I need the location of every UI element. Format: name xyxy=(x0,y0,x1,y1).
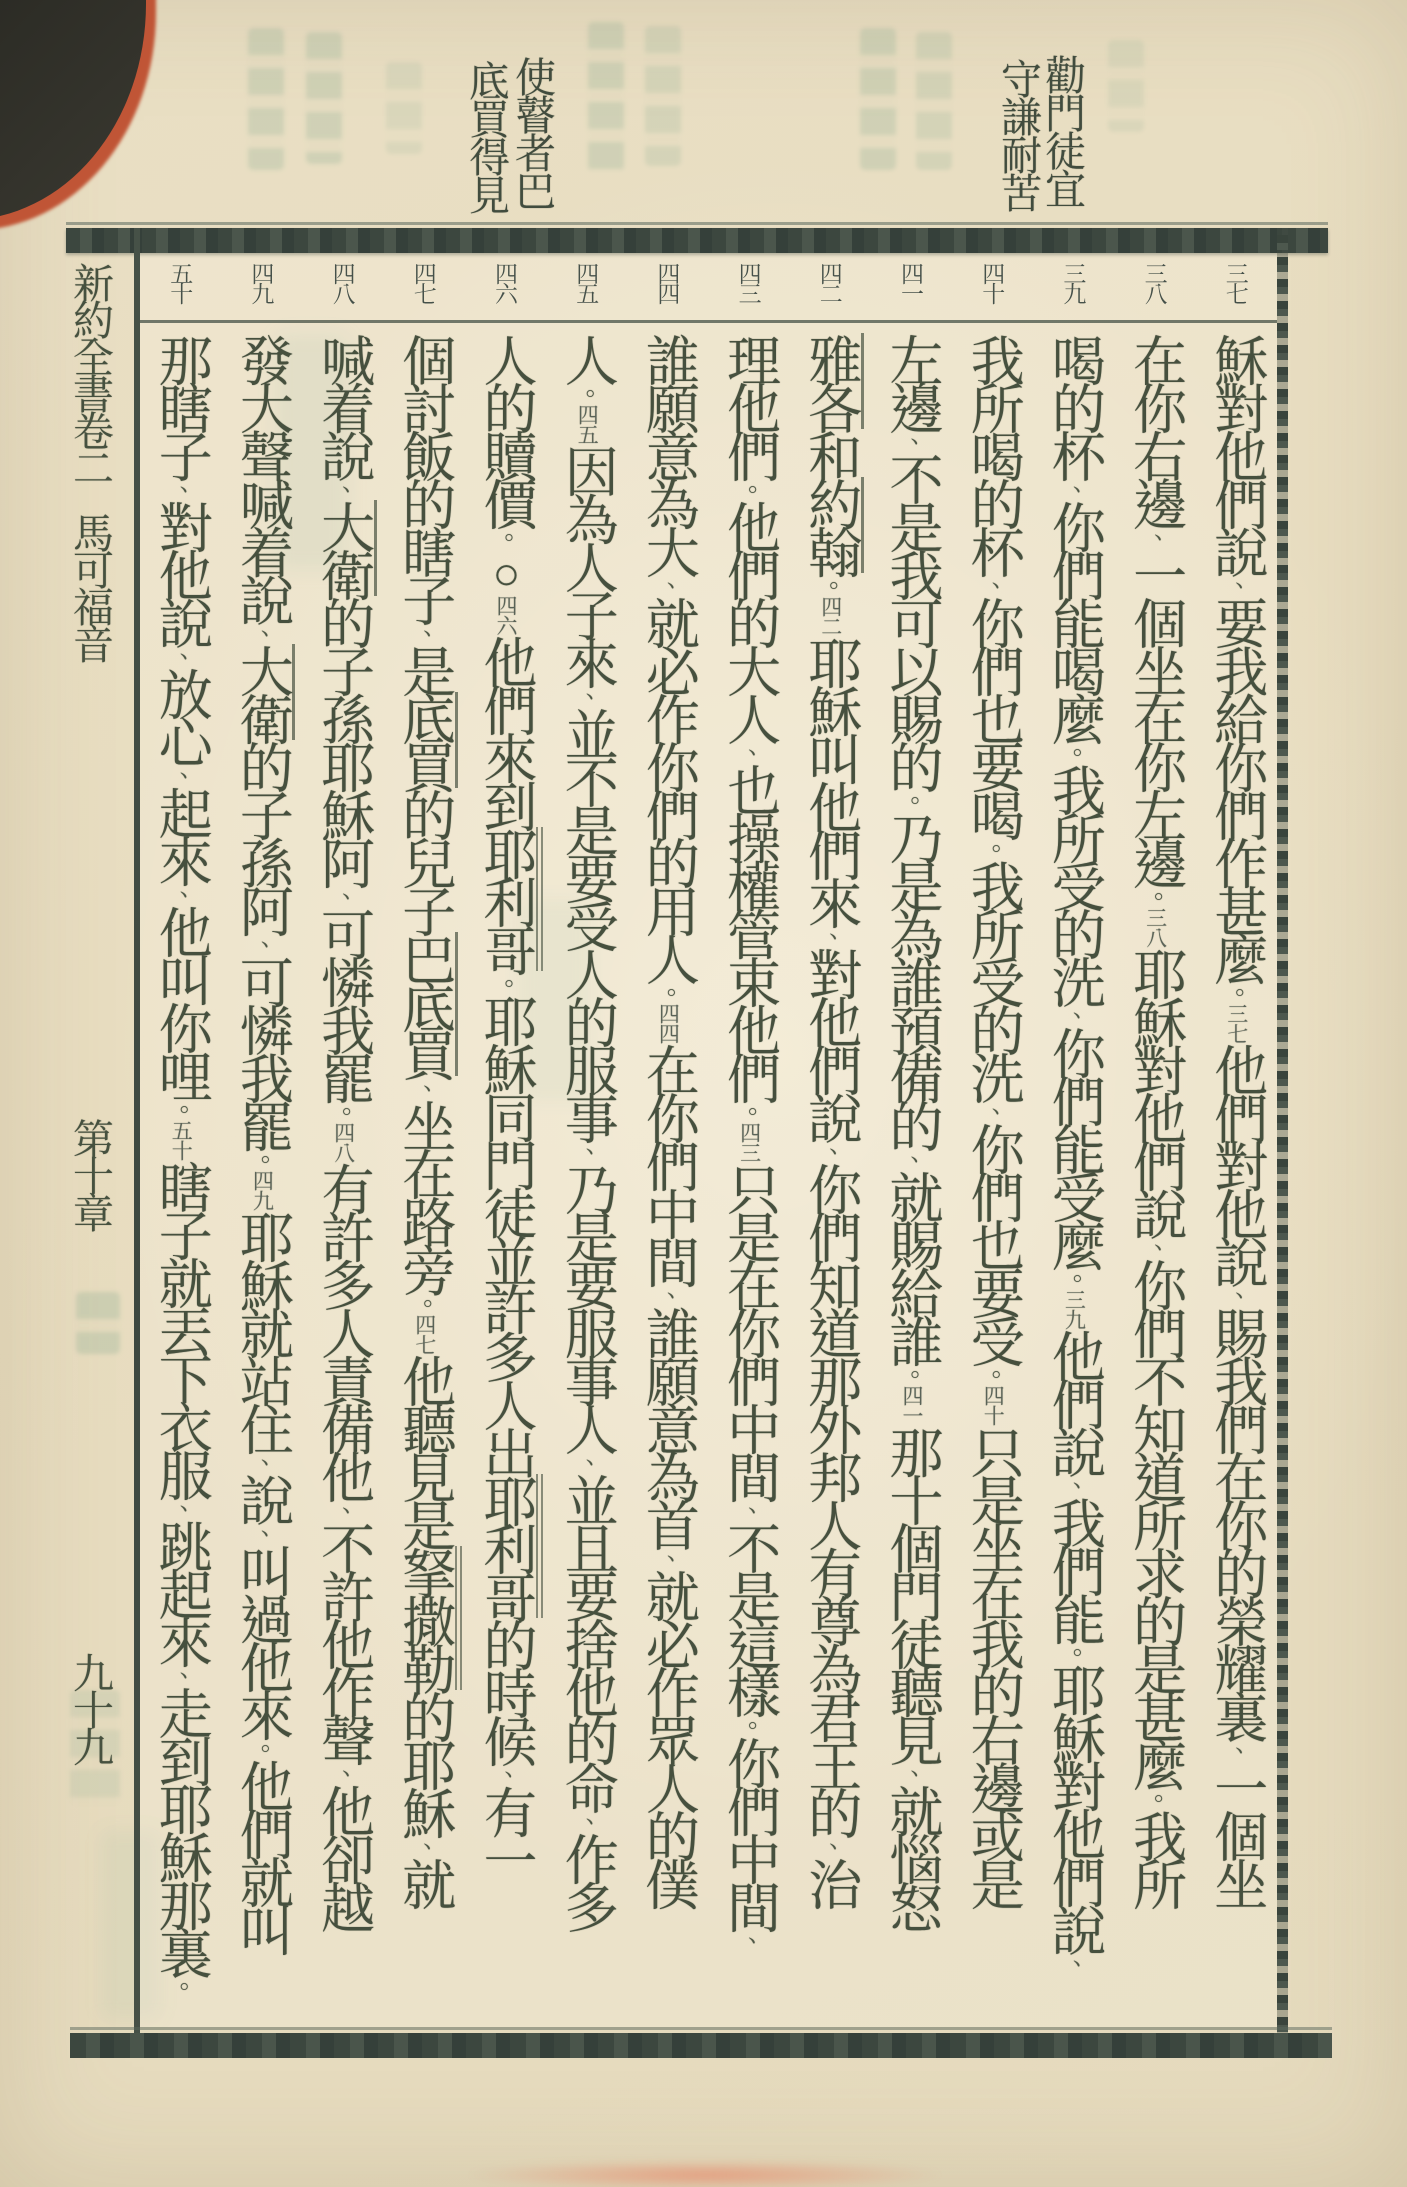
text-run: 一個坐在你左邊 xyxy=(1125,548,1186,884)
inline-verse-marker: 三九 xyxy=(1062,1289,1087,1329)
frame-top-band xyxy=(66,228,1328,253)
text-run: 可憐我罷 xyxy=(232,955,293,1147)
text-run: 起來 xyxy=(151,786,212,882)
punctuation: 、 xyxy=(1142,1235,1170,1258)
text-run: 耶穌就站住 xyxy=(232,1210,293,1450)
section-summary-bartimaeus-line1: 使瞽者巴 xyxy=(509,56,555,208)
punctuation: 。 xyxy=(1142,884,1170,907)
frame-left-border xyxy=(134,228,140,2058)
text-run: 左邊 xyxy=(882,333,942,429)
text-run: 的時候 xyxy=(476,1618,536,1762)
text-column xyxy=(310,333,378,2031)
punctuation: 、 xyxy=(574,1450,602,1473)
text-run: 作多 xyxy=(557,1832,618,1928)
verse-number: 三八 xyxy=(1141,262,1167,302)
text-run: 你們能喝麼 xyxy=(1044,500,1105,740)
punctuation: 、 xyxy=(330,1498,358,1521)
text-run: 人的贖價 xyxy=(476,333,536,525)
text-run: 那十個門徒聽見 xyxy=(882,1425,942,1761)
text-run: 你們知道那外邦人有尊為君王的 xyxy=(800,1162,861,1834)
verse-number: 三七 xyxy=(1222,262,1248,302)
text-run: 不是這樣 xyxy=(719,1521,780,1713)
text-column xyxy=(1122,333,1190,2031)
verse-number: 四七 xyxy=(410,262,436,302)
punctuation: 、 xyxy=(330,477,358,500)
text-run: 說 xyxy=(232,1473,293,1521)
text-column xyxy=(1203,333,1271,2031)
text-run: 耶穌同門徒並許多人出 xyxy=(476,994,536,1474)
inline-verse-marker: 四二 xyxy=(818,596,843,636)
text-run: 乃是為誰預備的 xyxy=(882,811,942,1147)
inline-verse-marker: 四六 xyxy=(494,595,518,635)
punctuation: 、 xyxy=(980,1099,1008,1122)
punctuation: 。 xyxy=(655,980,683,1003)
punctuation: 、 xyxy=(655,1283,683,1306)
punctuation: 。 xyxy=(899,788,926,811)
punctuation: 。 xyxy=(736,1713,764,1736)
inline-verse-marker: 四八 xyxy=(331,1122,356,1162)
text-run: 我所喝的杯 xyxy=(963,333,1024,573)
text-run: 他們的大人 xyxy=(719,500,780,740)
text-column xyxy=(1040,333,1108,2031)
punctuation: 、 xyxy=(899,429,926,452)
section-summary-disciples-line2: 守謙耐苦 xyxy=(995,58,1041,210)
text-run: 在你右邊 xyxy=(1125,333,1186,525)
text-run: 就 xyxy=(394,1857,455,1905)
text-run: 並且要捨他的命 xyxy=(557,1473,618,1809)
text-run: 只是坐在我的右邊或是 xyxy=(963,1425,1024,1905)
punctuation: 、 xyxy=(411,1834,439,1857)
text-run: 他聽見是 xyxy=(394,1354,455,1546)
verse-number: 四六 xyxy=(492,262,517,302)
punctuation: 、 xyxy=(1223,1738,1251,1761)
punctuation: 。 xyxy=(1142,1786,1170,1809)
punctuation: 。 xyxy=(899,1362,926,1385)
punctuation: 、 xyxy=(655,1546,683,1569)
place-name: 耶利哥 xyxy=(476,827,543,971)
punctuation: 。 xyxy=(574,381,602,404)
punctuation: 、 xyxy=(1142,525,1170,548)
punctuation: 、 xyxy=(168,882,196,905)
inline-verse-marker: 五十 xyxy=(169,1120,194,1160)
punctuation: 、 xyxy=(249,621,277,644)
text-run: 在你們中間 xyxy=(638,1043,699,1283)
margin-book-title: 新約全書卷二 xyxy=(67,262,113,484)
text-run: 他們對他說 xyxy=(1206,1043,1267,1283)
inline-verse-marker: 四一 xyxy=(900,1385,924,1425)
verse-number: 四八 xyxy=(329,262,355,302)
inline-verse-marker: 四九 xyxy=(250,1170,275,1210)
text-column xyxy=(228,333,296,2031)
punctuation: 、 xyxy=(168,763,196,786)
bleedthrough-ghost xyxy=(306,32,342,164)
bleedthrough-ghost xyxy=(248,28,284,170)
bleedthrough-ghost xyxy=(916,32,952,170)
text-run: 對他說 xyxy=(151,500,212,644)
bleedthrough-ghost xyxy=(76,1292,120,1354)
bleedthrough-ghost xyxy=(588,22,624,172)
text-run: 你們中間 xyxy=(719,1736,780,1928)
punctuation: 、 xyxy=(493,1762,520,1785)
text-run: 乃是要服事人 xyxy=(557,1162,618,1450)
margin-chapter-label: 第十章 xyxy=(67,1118,113,1229)
text-run: 的兒子 xyxy=(394,788,455,932)
verse-header-rule xyxy=(140,320,1277,323)
punctuation: 、 xyxy=(1061,477,1089,500)
verse-number: 四九 xyxy=(248,262,274,302)
bleedthrough-ghost xyxy=(860,28,896,170)
punctuation: 、 xyxy=(980,573,1008,596)
text-run: 要我給你們作甚麼 xyxy=(1206,596,1267,980)
text-run: 我們能 xyxy=(1044,1496,1105,1640)
frame-top-thin-rule xyxy=(66,222,1328,225)
text-run: 一個坐 xyxy=(1206,1761,1267,1905)
bleedthrough-ghost xyxy=(386,62,422,154)
text-run: 也操權管束他們 xyxy=(719,763,780,1099)
verse-number: 四三 xyxy=(735,262,761,302)
text-run: 叫過他來 xyxy=(232,1544,293,1736)
punctuation: 、 xyxy=(168,477,196,500)
text-column xyxy=(553,333,621,2031)
text-run: 你們能受麼 xyxy=(1044,1026,1105,1266)
text-run: 你們也要喝 xyxy=(963,596,1024,836)
text-run: 你們不知道所求的是甚麼 xyxy=(1125,1258,1186,1786)
text-run: 賜我們在你的榮耀裏 xyxy=(1206,1306,1267,1738)
text-run: 就必作眾人的僕 xyxy=(638,1569,699,1905)
place-name: 耶利哥 xyxy=(476,1474,543,1618)
text-run: 的子孫耶穌阿 xyxy=(313,596,374,884)
text-run: 他們來到 xyxy=(476,635,536,827)
text-run: 就惱怒 xyxy=(882,1784,942,1928)
text-run: 誰願意為首 xyxy=(638,1306,699,1546)
punctuation: 、 xyxy=(249,932,277,955)
text-run: 那瞎子 xyxy=(151,333,212,477)
punctuation: 、 xyxy=(574,1809,602,1832)
text-run: 對他們說 xyxy=(800,947,861,1139)
text-run: 理他們 xyxy=(719,333,780,477)
text-run: 因為人子來 xyxy=(557,444,618,684)
punctuation: 、 xyxy=(899,1761,926,1784)
text-run: 耶穌對他們說 xyxy=(1125,947,1186,1235)
punctuation: 、 xyxy=(330,884,358,907)
text-run: 穌對他們說 xyxy=(1206,333,1267,573)
bleedthrough-ghost xyxy=(645,26,681,166)
punctuation: 、 xyxy=(899,1147,926,1170)
punctuation: 、 xyxy=(1061,1003,1089,1026)
punctuation: 、 xyxy=(330,1761,358,1784)
punctuation: 、 xyxy=(411,621,439,644)
text-run: 坐在路旁 xyxy=(394,1099,455,1291)
proper-name: 大衛 xyxy=(232,644,295,740)
text-run: 我所受的洗 xyxy=(963,859,1024,1099)
verse-number: 四十 xyxy=(979,262,1005,302)
punctuation: 、 xyxy=(1223,1283,1251,1306)
text-column xyxy=(634,333,702,2031)
text-run: 是 xyxy=(394,644,455,692)
proper-name: 巴底買 xyxy=(395,932,458,1076)
text-column xyxy=(472,333,540,2031)
margin-page-number: 九十九 xyxy=(67,1652,113,1763)
text-run: 可憐我罷 xyxy=(313,907,374,1099)
punctuation: 、 xyxy=(1061,1951,1089,1974)
text-column xyxy=(878,333,946,2031)
text-run: 誰願意為大 xyxy=(638,333,699,573)
text-run: 他們說 xyxy=(1044,1329,1105,1473)
punctuation: 、 xyxy=(168,1663,196,1686)
punctuation: 。 xyxy=(736,477,764,500)
text-run: 耶穌對他們說 xyxy=(1044,1663,1105,1951)
inline-verse-marker: 四十 xyxy=(981,1385,1006,1425)
text-run: 我所 xyxy=(1125,1809,1186,1905)
inline-verse-marker: 四五 xyxy=(575,404,600,444)
inline-verse-marker: 四四 xyxy=(656,1003,681,1043)
punctuation: 、 xyxy=(817,924,845,947)
punctuation: 、 xyxy=(817,1834,845,1857)
proper-name: 雅各 xyxy=(801,333,864,429)
punctuation: 。 xyxy=(411,1291,439,1314)
punctuation: 。 xyxy=(249,1147,277,1170)
inline-verse-marker: 四三 xyxy=(737,1122,762,1162)
punctuation: 。 xyxy=(168,1974,196,1997)
punctuation: 、 xyxy=(249,1450,277,1473)
margin-gospel-title: 馬可福音 xyxy=(67,512,113,660)
paragraph-circle: ○ xyxy=(481,548,532,595)
punctuation: 、 xyxy=(736,1928,764,1951)
punctuation: 。 xyxy=(1223,980,1251,1003)
proper-name: 大衛 xyxy=(314,500,377,596)
punctuation: 、 xyxy=(817,1139,845,1162)
punctuation: 。 xyxy=(493,971,520,994)
text-column xyxy=(716,333,784,2031)
text-run: 就賜給誰 xyxy=(882,1170,942,1362)
text-column xyxy=(797,333,865,2031)
text-run: 他們就叫 xyxy=(232,1759,293,1951)
text-run: 他叫你哩 xyxy=(151,905,212,1097)
text-run: 發大聲喊着說 xyxy=(232,333,293,621)
inline-verse-marker: 三八 xyxy=(1143,907,1168,947)
punctuation: 、 xyxy=(574,684,602,707)
punctuation: 、 xyxy=(736,740,764,763)
text-run: 喊着說 xyxy=(313,333,374,477)
inline-verse-marker: 四七 xyxy=(412,1314,437,1354)
section-summary-disciples-line1: 勸門徒宜 xyxy=(1039,54,1085,206)
punctuation: 。 xyxy=(1061,1266,1089,1289)
punctuation: 。 xyxy=(1061,740,1089,763)
verse-number: 四五 xyxy=(573,262,599,302)
punctuation: 。 xyxy=(168,1097,196,1120)
text-run: 不許他作聲 xyxy=(313,1521,374,1761)
text-run: 跳起來 xyxy=(151,1519,212,1663)
text-run: 有許多人責備他 xyxy=(313,1162,374,1498)
punctuation: 。 xyxy=(493,525,520,548)
punctuation: 、 xyxy=(249,1521,277,1544)
text-column xyxy=(391,333,459,2031)
text-run: 喝的杯 xyxy=(1044,333,1105,477)
punctuation: 。 xyxy=(1061,1640,1089,1663)
bottom-edge-tint xyxy=(470,2160,940,2187)
text-run: 就必作你們的用人 xyxy=(638,596,699,980)
text-run: 耶穌叫他們來 xyxy=(800,636,861,924)
bleedthrough-ghost xyxy=(1108,40,1144,132)
text-run: 的子孫阿 xyxy=(232,740,293,932)
text-run: 走到耶穌那裏 xyxy=(151,1686,212,1974)
frame-right-border xyxy=(1277,228,1288,2058)
text-run: 我所受的洗 xyxy=(1044,763,1105,1003)
proper-name: 底買 xyxy=(395,692,458,788)
text-run: 瞎子就丟下衣服 xyxy=(151,1160,212,1496)
text-column xyxy=(959,333,1027,2031)
punctuation: 。 xyxy=(330,1099,358,1122)
punctuation: 、 xyxy=(1061,1473,1089,1496)
text-run: 有一 xyxy=(476,1785,536,1881)
inline-verse-marker: 三七 xyxy=(1224,1003,1249,1043)
verse-number: 四四 xyxy=(654,262,680,302)
text-run: 並不是要受人的服事 xyxy=(557,707,618,1139)
text-run: 你們也要受 xyxy=(963,1122,1024,1362)
punctuation: 。 xyxy=(980,1362,1008,1385)
punctuation: 。 xyxy=(736,1099,764,1122)
section-summary-bartimaeus-line2: 底買得見 xyxy=(463,60,509,212)
punctuation: 、 xyxy=(655,573,683,596)
text-run: 不是我可以賜的 xyxy=(882,452,942,788)
frame-bottom-band xyxy=(70,2033,1332,2058)
text-run: 放心 xyxy=(151,667,212,763)
verse-number: 四一 xyxy=(898,262,923,302)
text-run: 人 xyxy=(557,333,618,381)
text-run: 的耶穌 xyxy=(394,1690,455,1834)
punctuation: 、 xyxy=(411,1076,439,1099)
verse-number: 四二 xyxy=(816,262,842,302)
verse-number: 五十 xyxy=(167,262,193,302)
punctuation: 、 xyxy=(736,1498,764,1521)
text-column xyxy=(147,333,215,2031)
text-run: 和 xyxy=(800,429,861,477)
punctuation: 。 xyxy=(980,836,1008,859)
punctuation: 。 xyxy=(817,573,845,596)
text-run: 個討飯的瞎子 xyxy=(394,333,455,621)
punctuation: 、 xyxy=(1223,573,1251,596)
verse-number: 三九 xyxy=(1060,262,1086,302)
punctuation: 、 xyxy=(168,644,196,667)
text-run: 他卻越 xyxy=(313,1784,374,1928)
place-name: 拏撒勒 xyxy=(395,1546,462,1690)
punctuation: 、 xyxy=(168,1496,196,1519)
text-run: 治 xyxy=(800,1857,861,1905)
text-run: 只是在你們中間 xyxy=(719,1162,780,1498)
punctuation: 。 xyxy=(249,1736,277,1759)
punctuation: 、 xyxy=(574,1139,602,1162)
proper-name: 約翰 xyxy=(801,477,864,573)
